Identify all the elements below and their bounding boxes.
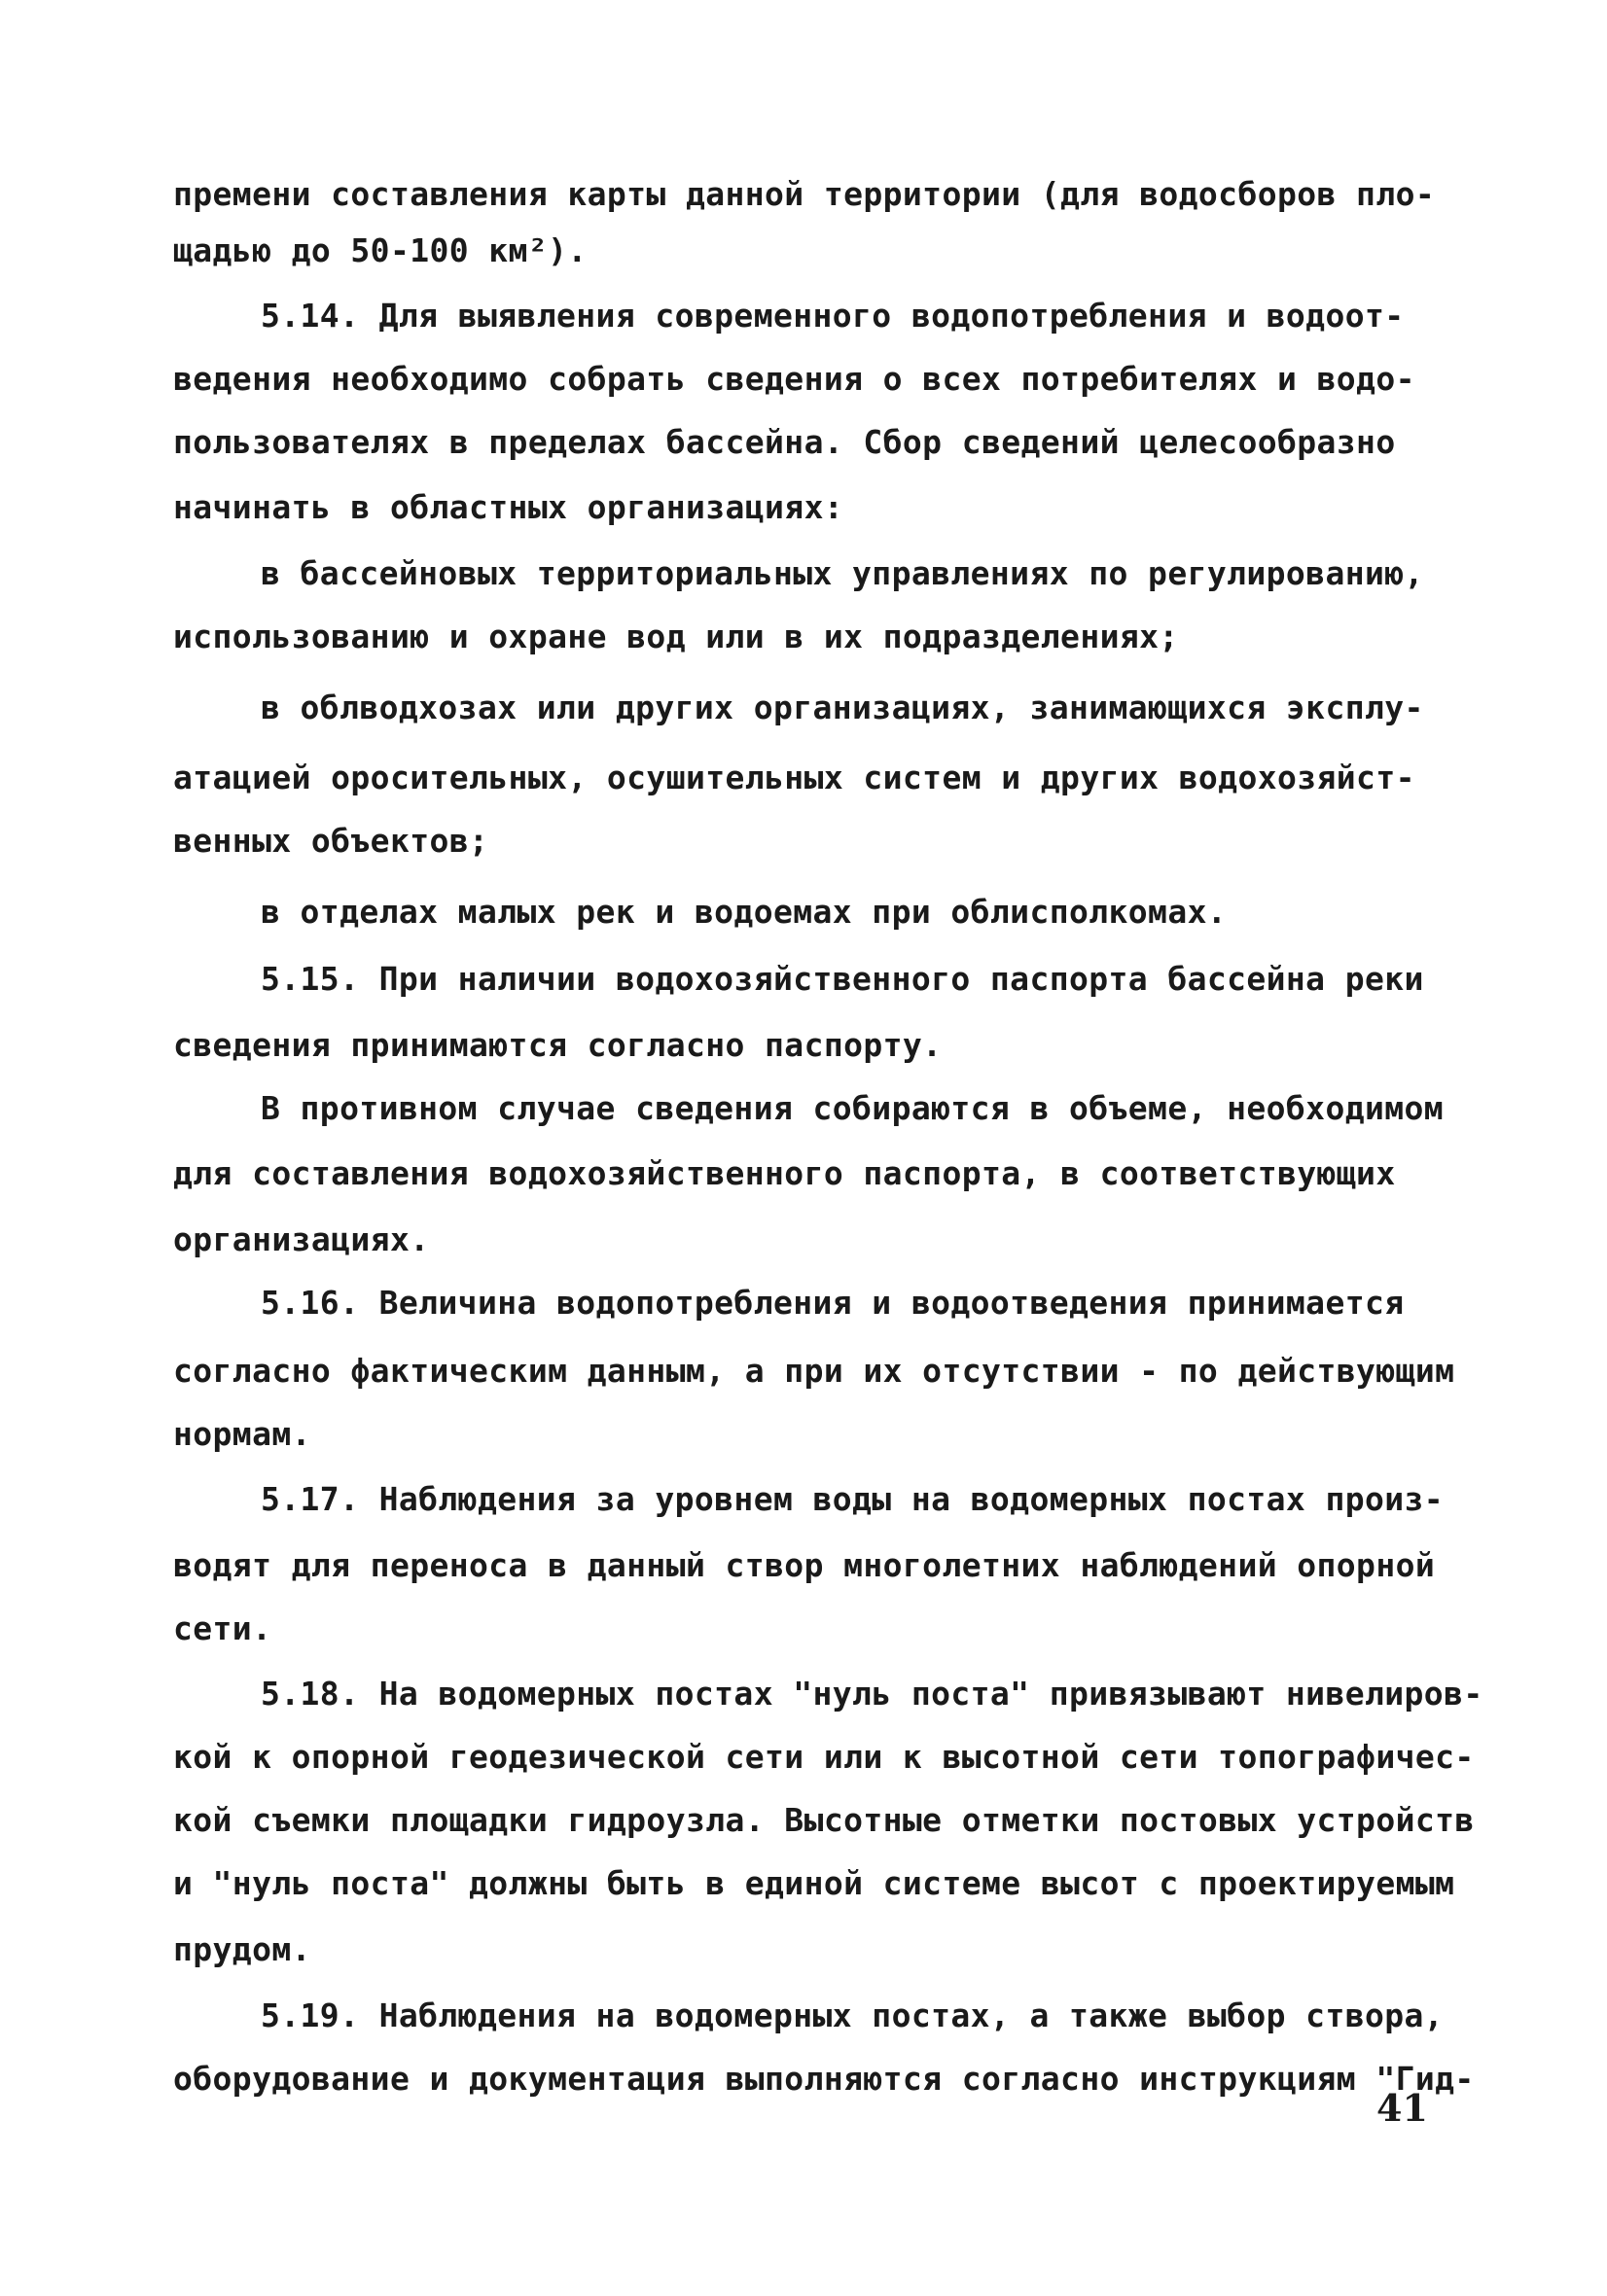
text-line: в отделах малых рек и водоемах при облисполкомах. [261, 893, 1228, 931]
page-number: 41 [1376, 2086, 1428, 2130]
text-line: премени составления карты данной территории (для водосборов пло- [173, 175, 1436, 213]
text-line: В противном случае сведения собираются в объеме, необходимом [261, 1089, 1445, 1127]
text-line: сведения принимаются согласно паспорту. [173, 1026, 943, 1064]
text-line: для составления водохозяйственного паспорта, в соответствующих [173, 1154, 1396, 1192]
text-line: 5.19. Наблюдения на водомерных постах, а также выбор створа, [261, 1996, 1445, 2034]
text-line: прудом. [173, 1930, 311, 1968]
text-line: 5.14. Для выявления современного водопотребления и водоот- [261, 297, 1405, 335]
text-line: водят для переноса в данный створ многолетних наблюдений опорной [173, 1546, 1436, 1584]
text-line: пользователях в пределах бассейна. Сбор сведений целесообразно [173, 423, 1396, 461]
text-line: начинать в областных организациях: [173, 488, 844, 526]
text-line: венных объектов; [173, 822, 489, 860]
text-line: 5.15. При наличии водохозяйственного паспорта бассейна реки [261, 960, 1424, 998]
text-line: кой к опорной геодезической сети или к высотной сети топографичес- [173, 1738, 1475, 1776]
text-line: 5.18. На водомерных постах "нуль поста" привязывают нивелиров- [261, 1675, 1483, 1713]
text-line: 5.16. Величина водопотребления и водоотведения принимается [261, 1284, 1405, 1322]
text-line: в бассейновых территориальных управлениях по регулированию, [261, 554, 1424, 592]
text-line: в облводхозах или других организациях, занимающихся эксплу- [261, 689, 1424, 726]
text-line: ведения необходимо собрать сведения о всех потребителях и водо- [173, 360, 1415, 398]
text-line: атацией оросительных, осушительных систем и других водохозяйст- [173, 759, 1415, 796]
text-line: использованию и охране вод или в их подразделениях; [173, 618, 1179, 655]
text-line: оборудование и документация выполняются согласно инструкциям "Гид- [173, 2060, 1475, 2098]
text-line: сети. [173, 1609, 272, 1647]
text-line: нормам. [173, 1415, 311, 1453]
text-line: и "нуль поста" должны быть в единой системе высот с проектируемым [173, 1864, 1455, 1902]
text-line: согласно фактическим данным, а при их отсутствии - по действующим [173, 1352, 1455, 1390]
text-line: 5.17. Наблюдения за уровнем воды на водомерных постах произ- [261, 1480, 1445, 1518]
text-line: кой съемки площадки гидроузла. Высотные отметки постовых устройств [173, 1801, 1475, 1839]
text-line: щадью до 50-100 км²). [173, 231, 588, 269]
text-line: организациях. [173, 1220, 430, 1258]
